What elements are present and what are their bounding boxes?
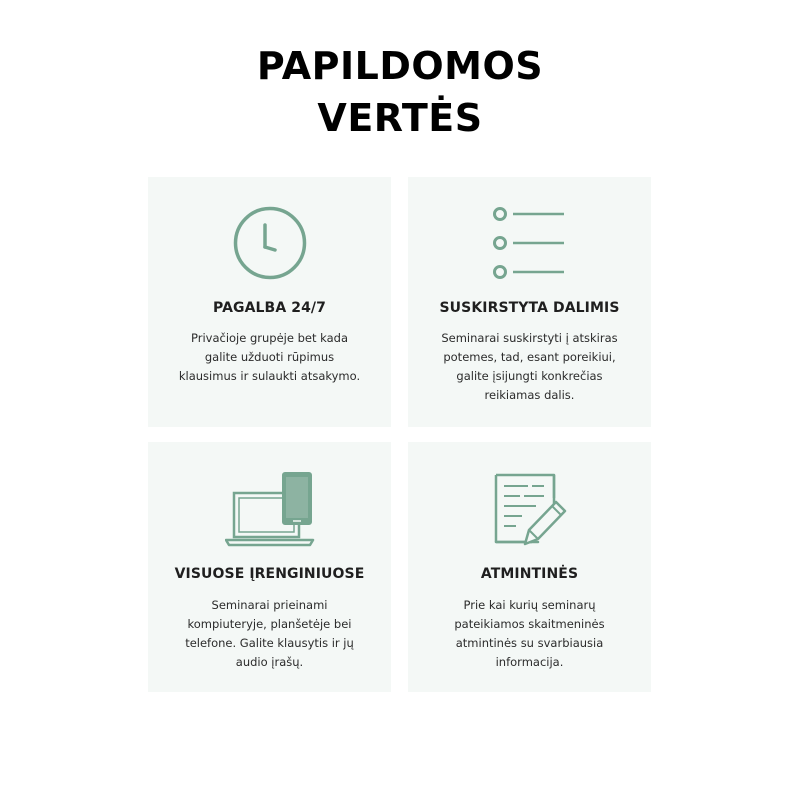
feature-card-devices [148, 442, 391, 692]
card-title: VISUOSE ĮRENGINIUOSE [174, 566, 365, 582]
card-title: PAGALBA 24/7 [213, 300, 326, 316]
page-title [0, 40, 800, 144]
card-description: Seminarai prieinami kompiuteryje, planšetėje bei telefone. Galite klausytis ir jų audio įrašų. [185, 598, 354, 669]
card-description: Prie kai kurių seminarų pateikiamos skaitmeninės atmintinės su svarbiausia informacija. [454, 598, 605, 669]
card-description: Seminarai suskirstyti į atskiras potemes, tad, esant poreikiui, galite įsijungti konkrečias reikiamas dalis. [441, 331, 618, 402]
list-icon [408, 205, 651, 281]
clock-icon [148, 205, 391, 281]
notes-pencil-icon [408, 472, 651, 548]
devices-icon [148, 472, 391, 548]
card-title: ATMINTINĖS [480, 566, 579, 582]
feature-card-support [148, 177, 391, 427]
card-title: SUSKIRSTYTA DALIMIS [439, 300, 620, 316]
page-title-line-1: PAPILDOMOS [256, 44, 544, 88]
page-title-line-2: VERTĖS [317, 96, 483, 140]
feature-card-notes [408, 442, 651, 692]
feature-card-sections [408, 177, 651, 427]
card-description: Privačioje grupėje bet kada galite užduoti rūpimus klausimus ir sulaukti atsakymo. [178, 331, 361, 383]
